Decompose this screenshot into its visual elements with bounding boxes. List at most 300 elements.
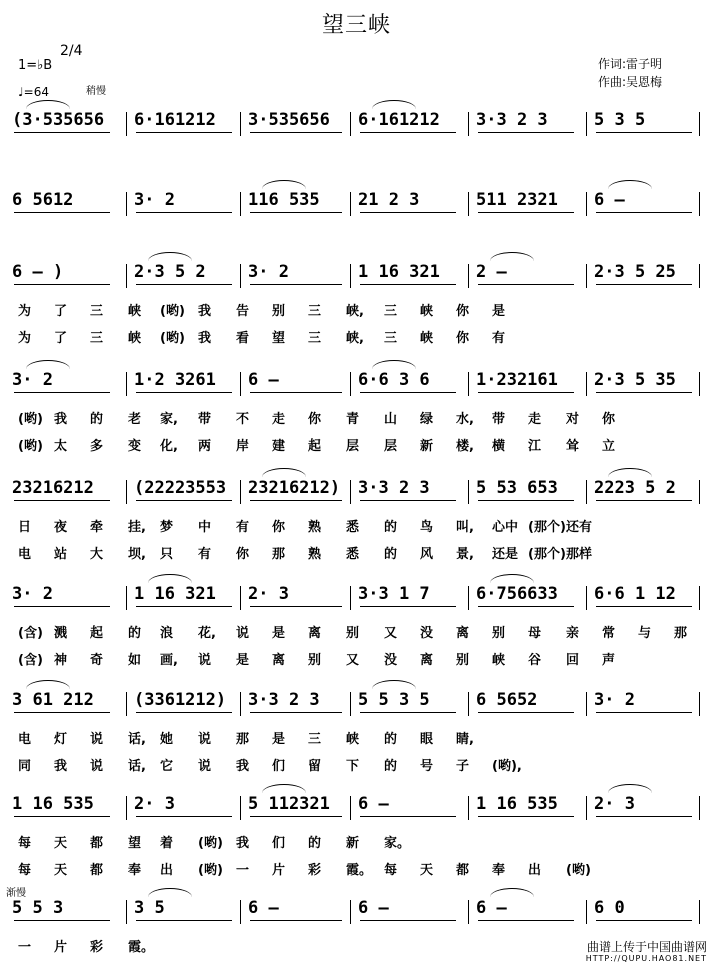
slur-arc [608,784,652,793]
lyric-word: 叫, [456,520,474,535]
beam-line [136,500,232,501]
slur-arc [262,468,306,477]
measure-notes: 3· 2 [12,370,53,390]
lyric-word: 峡 [128,331,142,346]
lyric-word: 三 [90,331,104,346]
notation-line [0,690,713,716]
beam-line [250,606,342,607]
lyric-word: 了 [54,331,68,346]
lyric-word: 日 [18,520,32,535]
lyric-word: 都 [456,863,470,878]
bar-line [240,480,241,504]
site-footer [586,941,707,965]
beam-line [360,920,456,921]
measure-notes: 1 16 321 [134,584,216,604]
lyric-word: 天 [420,863,434,878]
slur-arc [372,360,416,369]
beam-line [136,284,232,285]
lyric-word: 耸 [566,439,580,454]
beam-line [14,712,110,713]
lyric-word: 我 [54,759,68,774]
lyric-word: 是 [272,732,286,747]
lyric-word: 横 [492,439,506,454]
beam-line [136,606,232,607]
measure-notes: 2 – [476,262,507,282]
lyric-word: (含) [18,626,43,641]
bar-line [240,900,241,924]
lyric-word: 又 [346,653,360,668]
measure-notes: 5 5 3 [12,898,64,918]
beam-line [250,500,342,501]
lyric-word: 只 [160,547,174,562]
lyric-word: 说 [198,653,212,668]
slur-arc [148,252,192,261]
bar-line [468,900,469,924]
lyric-word: 出 [160,863,174,878]
bar-line [350,692,351,716]
lyric-word: 走 [528,412,542,427]
measure-notes: 2· 3 [594,794,635,814]
lyric-word: 家。 [384,836,411,851]
beam-line [596,712,692,713]
beam-line [360,132,456,133]
lyric-word: 它 [160,759,174,774]
lyric-word: 每 [18,836,32,851]
measure-notes: 6 – [358,898,389,918]
lyric-word: 两 [198,439,212,454]
measure-notes: 2·3 5 25 [594,262,676,282]
bar-line [240,372,241,396]
lyric-word: 说 [198,759,212,774]
lyric-word: 又 [384,626,398,641]
beam-line [136,712,232,713]
bar-line [586,112,587,136]
lyric-word: 霞。 [128,940,155,955]
lyric-word: 子 [456,759,470,774]
beam-line [596,816,692,817]
measure-notes: 6·6 1 12 [594,584,676,604]
lyric-word: 的 [128,626,142,641]
slur-arc [372,680,416,689]
measure-notes: 3· 2 [594,690,635,710]
lyric-word: 溅 [54,626,68,641]
key-signature: 1=♭B [18,58,53,73]
lyric-word: 大 [90,547,104,562]
lyric-word: 我 [198,331,212,346]
slur-arc [26,680,70,689]
lyric-word: 峡 [420,331,434,346]
lyric-word: (哟) [160,331,185,346]
lyric-word: 我 [236,759,250,774]
beam-line [360,392,456,393]
measure-notes: 2· 3 [248,584,289,604]
bar-line [586,900,587,924]
beam-line [360,712,456,713]
lyric-word: 建 [272,439,286,454]
notation-line [0,794,713,820]
lyric-word: (哟) [198,836,223,851]
beam-line [478,212,574,213]
lyric-word: 绿 [420,412,434,427]
lyric-word: 峡 [420,304,434,319]
lyric-word: 带 [492,412,506,427]
lyric-word: 层 [384,439,398,454]
measure-notes: 1·232161 [476,370,558,390]
lyric-line-1 [0,832,713,850]
lyric-word: 告 [236,304,250,319]
lyric-word: 片 [54,940,68,955]
measure-notes: 511 2321 [476,190,558,210]
lyric-word: (哟) [566,863,591,878]
lyric-word: 你 [456,304,470,319]
lyric-word: 一 [18,940,32,955]
slur-arc [26,100,70,109]
bar-line [468,372,469,396]
slur-arc [148,888,192,897]
lyric-word: 峡 [128,304,142,319]
lyric-word: 江 [528,439,542,454]
beam-line [250,212,342,213]
lyric-word: 峡, [346,304,364,319]
lyric-word: 有 [236,520,250,535]
bar-line [350,264,351,288]
measure-notes: 3 5 [134,898,165,918]
lyric-word: 你 [308,412,322,427]
notation-line [0,262,713,288]
measure-notes: 6 – [248,898,279,918]
lyric-word: 你 [236,547,250,562]
lyric-word: 们 [272,836,286,851]
lyric-word: 电 [18,547,32,562]
lyric-word: 离 [308,626,322,641]
lyric-word: 下 [346,759,360,774]
beam-line [250,712,342,713]
lyric-word: 那样 [566,547,593,562]
bar-line [240,192,241,216]
lyric-line-1 [0,728,713,746]
measure-notes: 23216212 [12,478,94,498]
beam-line [596,132,692,133]
beam-line [250,284,342,285]
bar-line [350,372,351,396]
lyric-word: 的 [384,520,398,535]
lyric-word: 电 [18,732,32,747]
beam-line [250,392,342,393]
measure-notes: 1 16 535 [12,794,94,814]
notation-line [0,898,713,924]
slur-arc [608,180,652,189]
lyric-word: 立 [602,439,616,454]
bar-line [468,796,469,820]
lyric-word: 夜 [54,520,68,535]
lyric-word: 新 [346,836,360,851]
lyric-word: 离 [420,653,434,668]
lyric-word: 有 [492,331,506,346]
beam-line [250,816,342,817]
lyric-word: 彩 [90,940,104,955]
bar-line [699,796,700,820]
lyric-word: 的 [308,836,322,851]
bar-line [586,586,587,610]
lyric-word: 老 [128,412,142,427]
bar-line [586,796,587,820]
lyric-word: 话, [128,732,146,747]
lyric-word: 多 [90,439,104,454]
beam-line [596,392,692,393]
lyric-word: 起 [90,626,104,641]
lyric-word: 三 [308,732,322,747]
lyric-word: 家, [160,412,178,427]
measure-notes: 3 61 212 [12,690,94,710]
lyric-word: 峡 [346,732,360,747]
bar-line [468,112,469,136]
lyric-word: 那 [236,732,250,747]
lyric-word: 你 [272,520,286,535]
lyric-word: 太 [54,439,68,454]
lyric-word: 都 [90,836,104,851]
lyric-word: 霞。 [346,863,373,878]
lyric-word: 我 [236,836,250,851]
lyric-word: 挂, [128,520,146,535]
lyric-word: 没 [384,653,398,668]
lyric-word: 常 [602,626,616,641]
lyric-word: 心中 [492,520,519,535]
bar-line [350,796,351,820]
measure-notes: 6 – [248,370,279,390]
lyric-word: (哟) [160,304,185,319]
lyric-word: 三 [308,304,322,319]
bar-line [240,692,241,716]
lyric-word: 青 [346,412,360,427]
bar-line [468,692,469,716]
lyric-word: 出 [528,863,542,878]
measure-notes: 2·3 5 35 [594,370,676,390]
bar-line [240,796,241,820]
lyric-word: 梦 [160,520,174,535]
lyric-word: 声 [602,653,616,668]
lyric-word: 你 [456,331,470,346]
lyric-word: 还有 [566,520,593,535]
bar-line [586,480,587,504]
measure-notes: 5 53 653 [476,478,558,498]
measure-notes: 23216212) [248,478,341,498]
measure-notes: 1 16 321 [358,262,440,282]
lyric-word: 起 [308,439,322,454]
measure-notes: 1 16 535 [476,794,558,814]
notation-line [0,110,713,136]
bar-line [350,112,351,136]
lyric-word: 浪 [160,626,174,641]
lyric-word: 每 [384,863,398,878]
beam-line [136,212,232,213]
lyric-word: 我 [54,412,68,427]
footer-url: HTTP://QUPU.HAO81.NET [585,954,707,963]
lyricist-credit: 作词:雷子明 [598,57,663,71]
beam-line [478,606,574,607]
lyric-word: 还是 [492,547,519,562]
measure-notes: 6 5612 [12,190,74,210]
measure-notes: 3·3 2 3 [476,110,548,130]
lyric-word: 话, [128,759,146,774]
slur-arc [608,468,652,477]
lyric-word: 峡, [346,331,364,346]
measure-notes: 6·6 3 6 [358,370,430,390]
page-title: 望三峡 [321,13,391,38]
lyric-word: 别 [308,653,322,668]
bar-line [240,264,241,288]
slur-arc [26,360,70,369]
lyric-word: 岸 [236,439,250,454]
beam-line [596,606,692,607]
bar-line [699,264,700,288]
beam-line [360,212,456,213]
lyric-word: 望 [128,836,142,851]
lyric-word: 的 [90,412,104,427]
measure-notes: (22223553 [134,478,227,498]
lyric-word: 说 [90,759,104,774]
measure-notes: 3·535656 [248,110,330,130]
slur-arc [490,574,534,583]
lyric-word: 的 [384,759,398,774]
lyric-word: 号 [420,759,434,774]
tempo: ♩=64 [18,85,49,99]
measure-notes: 3·3 2 3 [358,478,430,498]
lyric-word: 熟 [308,547,322,562]
rit-mark: 渐慢 [6,888,26,899]
lyric-word: 你 [602,412,616,427]
lyric-word: 层 [346,439,360,454]
measure-notes: (3361212) [134,690,227,710]
lyric-line-1 [0,408,713,426]
lyric-word: 每 [18,863,32,878]
bar-line [126,480,127,504]
lyric-word: 为 [18,331,32,346]
lyric-word: 母 [528,626,542,641]
lyric-word: 睛, [456,732,474,747]
measure-notes: 6 – ) [12,262,64,282]
lyric-word: 片 [272,863,286,878]
bar-line [240,586,241,610]
lyric-word: (哟) [18,439,43,454]
lyric-word: 三 [90,304,104,319]
beam-line [596,212,692,213]
slur-arc [148,574,192,583]
measure-notes: 3· 2 [134,190,175,210]
bar-line [468,264,469,288]
lyric-word: 山 [384,412,398,427]
lyric-word: (含) [18,653,43,668]
lyric-word: 我 [198,304,212,319]
lyric-word: 走 [272,412,286,427]
lyric-word: 留 [308,759,322,774]
measure-notes: 3·3 2 3 [248,690,320,710]
lyric-word: 了 [54,304,68,319]
bar-line [699,372,700,396]
lyric-word: 眼 [420,732,434,747]
bar-line [126,112,127,136]
lyric-line-2 [0,859,713,877]
lyric-word: 彩 [308,863,322,878]
beam-line [14,500,110,501]
lyric-word: 牵 [90,520,104,535]
beam-line [14,212,110,213]
beam-line [14,284,110,285]
notation-line [0,478,713,504]
bar-line [126,586,127,610]
lyric-word: 化, [160,439,178,454]
beam-line [14,132,110,133]
lyric-word: 说 [90,732,104,747]
measure-notes: 6 – [594,190,625,210]
lyric-line-2 [0,435,713,453]
measure-notes: 2223 5 2 [594,478,676,498]
lyric-word: 亲 [566,626,580,641]
lyric-word: 鸟 [420,520,434,535]
beam-line [478,284,574,285]
lyric-word: 站 [54,547,68,562]
lyric-word: 那 [674,626,688,641]
beam-line [250,132,342,133]
bar-line [126,192,127,216]
slur-arc [490,888,534,897]
lyric-word: (哟), [492,759,522,774]
lyric-line-1 [0,300,713,318]
measure-notes: 1·2 3261 [134,370,216,390]
beam-line [136,920,232,921]
bar-line [699,900,700,924]
lyric-word: 风 [420,547,434,562]
bar-line [126,796,127,820]
lyric-word: 坝, [128,547,146,562]
bar-line [468,192,469,216]
lyric-word: 水, [456,412,474,427]
lyric-word: 别 [346,626,360,641]
bar-line [699,112,700,136]
lyric-word: 不 [236,412,250,427]
measure-notes: 116 535 [248,190,320,210]
bar-line [126,264,127,288]
bar-line [468,480,469,504]
lyric-word: 悉 [346,520,360,535]
beam-line [360,606,456,607]
bar-line [699,692,700,716]
lyric-line-1 [0,516,713,534]
lyric-word: 新 [420,439,434,454]
measure-notes: 6·161212 [358,110,440,130]
time-signature: 2/4 [60,43,83,59]
lyric-word: 是 [272,626,286,641]
lyric-word: 说 [236,626,250,641]
lyric-word: 神 [54,653,68,668]
beam-line [360,816,456,817]
measure-notes: 5 112321 [248,794,330,814]
beam-line [14,392,110,393]
measure-notes: 6 – [358,794,389,814]
lyric-word: 如 [128,653,142,668]
notation-line [0,584,713,610]
beam-line [136,132,232,133]
lyric-word: 悉 [346,547,360,562]
lyric-word: 那 [272,547,286,562]
lyric-word: 她 [160,732,174,747]
lyric-word: 是 [492,304,506,319]
measure-notes: 2·3 5 2 [134,262,206,282]
lyric-word: 景, [456,547,474,562]
lyric-word: 回 [566,653,580,668]
lyric-word: 的 [384,547,398,562]
bar-line [126,372,127,396]
measure-notes: 6 5652 [476,690,538,710]
